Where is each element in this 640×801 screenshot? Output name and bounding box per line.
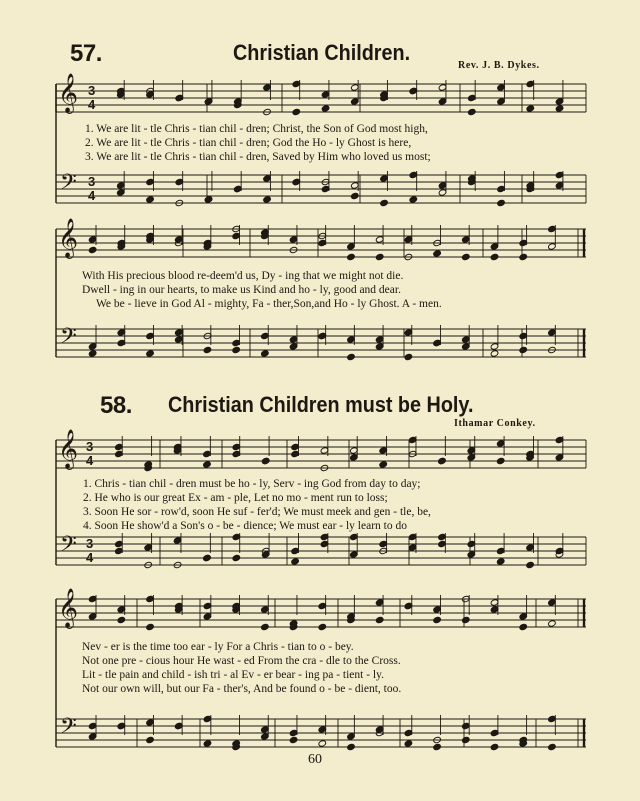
note-head (174, 239, 183, 246)
lyric-line: 3. Soon He sor - row'd, soon He suf - fer'd; We must meek and gen - tle, be, (83, 506, 431, 518)
note-head (347, 353, 356, 360)
lyric-line: Nev - er is the time too ear - ly For a Chris - tian to o - bey. (82, 641, 354, 653)
note-head (232, 740, 241, 747)
note-head (146, 595, 155, 602)
note-head (497, 199, 506, 206)
note-head (379, 447, 388, 454)
note-head (175, 94, 184, 101)
note-head (203, 613, 212, 620)
note-head (468, 94, 477, 101)
note-head (380, 91, 389, 98)
note-head (555, 547, 564, 554)
time-signature: 3 4 (86, 439, 94, 468)
note-head (203, 715, 212, 722)
note-head (347, 733, 356, 740)
note-head (289, 246, 298, 253)
note-head (404, 740, 413, 747)
note-head (117, 189, 126, 196)
note-head (291, 450, 300, 457)
note-head (146, 91, 155, 98)
note-head (526, 561, 535, 568)
note-head (433, 616, 442, 623)
note-head (526, 105, 535, 112)
note-head (380, 94, 389, 101)
note-head (289, 236, 298, 243)
note-head (404, 236, 413, 243)
note-head (462, 253, 471, 260)
note-head (438, 457, 447, 464)
note-head (144, 561, 153, 568)
note-head (115, 540, 124, 547)
note-head (347, 253, 356, 260)
bass-clef-icon: 𝄢 (60, 170, 77, 200)
note-head (117, 329, 126, 336)
note-head (292, 108, 301, 115)
note-head (320, 533, 329, 540)
note-head (174, 722, 183, 729)
note-head (203, 332, 212, 339)
note-head (404, 329, 413, 336)
note-head (519, 332, 528, 339)
note-head (115, 547, 124, 554)
note-head (409, 196, 418, 203)
note-head (261, 457, 270, 464)
note-head (263, 108, 272, 115)
note-head (467, 454, 476, 461)
treble-clef-icon: 𝄞 (58, 429, 79, 469)
note-head (146, 236, 155, 243)
note-head (404, 729, 413, 736)
lyric-line: With His precious blood re-deem'd us, Dy - ing that we might not die. (82, 270, 404, 282)
note-head (291, 558, 300, 565)
note-head (144, 544, 153, 551)
note-head (175, 94, 184, 101)
treble-clef-icon: 𝄞 (58, 218, 79, 258)
note-head (555, 98, 564, 105)
note-head (351, 192, 360, 199)
lyric-line: 3. We are lit - tle Chris - tian chil - dren, Saved by Him who loved us most; (85, 151, 431, 163)
page-number: 60 (308, 752, 322, 767)
note-head (88, 246, 97, 253)
note-head (88, 343, 97, 350)
note-head (409, 171, 418, 178)
note-head (146, 350, 155, 357)
note-head (291, 547, 300, 554)
note-head (438, 540, 447, 547)
note-head (408, 436, 417, 443)
note-head (146, 178, 155, 185)
note-head (261, 332, 270, 339)
note-head (234, 185, 243, 192)
bass-clef-icon: 𝄢 (60, 324, 77, 354)
hymn-number: 57. (70, 40, 102, 67)
note-head (555, 171, 564, 178)
note-head (490, 343, 499, 350)
note-head (88, 613, 97, 620)
lyric-line: We be - lieve in God Al - mighty, Fa - ther,Son,and Ho - ly Ghost. A - men. (96, 298, 442, 310)
note-head (408, 450, 417, 457)
note-head (433, 250, 442, 257)
note-head (173, 537, 182, 544)
note-head (526, 182, 535, 189)
note-head (232, 346, 241, 353)
note-head (555, 454, 564, 461)
note-head (203, 243, 212, 250)
note-head (292, 80, 301, 87)
note-head (203, 461, 212, 468)
note-head (438, 182, 447, 189)
note-head (519, 239, 528, 246)
note-head (519, 346, 528, 353)
note-head (117, 606, 126, 613)
note-head (117, 87, 126, 94)
note-head (350, 551, 359, 558)
note-head (175, 199, 184, 206)
note-head (232, 606, 241, 613)
note-head (146, 736, 155, 743)
note-head (350, 447, 359, 454)
note-head (438, 98, 447, 105)
note-head (261, 606, 270, 613)
note-head (318, 602, 327, 609)
note-head (409, 87, 418, 94)
time-signature: 3 4 (86, 536, 94, 565)
note-head (433, 736, 442, 743)
note-head (350, 454, 359, 461)
note-head (232, 232, 241, 239)
note-head (496, 547, 505, 554)
note-head (174, 722, 183, 729)
note-head (146, 196, 155, 203)
note-head (462, 336, 471, 343)
note-head (462, 736, 471, 743)
lyric-line: 2. We are lit - tle Chris - tian chil - dren; God the Ho - ly Ghost is here, (85, 137, 412, 149)
note-head (379, 547, 388, 554)
note-head (204, 196, 213, 203)
note-head (347, 336, 356, 343)
note-head (117, 239, 126, 246)
note-head (555, 182, 564, 189)
composer-credit: Rev. J. B. Dykes. (458, 60, 540, 71)
note-head (115, 443, 124, 450)
note-head (88, 722, 97, 729)
note-head (203, 554, 212, 561)
note-head (263, 196, 272, 203)
bass-clef-icon: 𝄢 (60, 532, 77, 562)
note-head (117, 616, 126, 623)
note-head (404, 602, 413, 609)
note-head (375, 336, 384, 343)
note-head (519, 613, 528, 620)
note-head (146, 719, 155, 726)
note-head (375, 726, 384, 733)
note-head (146, 87, 155, 94)
note-head (351, 84, 360, 91)
bass-clef-icon: 𝄢 (60, 714, 77, 744)
note-head (490, 599, 499, 606)
note-head (490, 243, 499, 250)
note-head (117, 91, 126, 98)
note-head (173, 447, 182, 454)
note-head (519, 736, 528, 743)
note-head (203, 554, 212, 561)
note-head (497, 84, 506, 91)
note-head (408, 533, 417, 540)
note-head (350, 533, 359, 540)
note-head (234, 98, 243, 105)
note-head (144, 464, 153, 471)
note-head (375, 616, 384, 623)
note-head (526, 544, 535, 551)
note-head (462, 616, 471, 623)
note-head (467, 540, 476, 547)
note-head (261, 457, 270, 464)
lyric-line: 1. We are lit - tle Chris - tian chil - dren; Christ, the Son of God most high, (85, 123, 428, 135)
lyric-line: 1. Chris - tian chil - dren must be ho - ly, Serv - ing God from day to day; (83, 478, 421, 490)
note-head (490, 253, 499, 260)
note-head (318, 740, 327, 747)
note-head (380, 199, 389, 206)
note-head (351, 182, 360, 189)
note-head (379, 461, 388, 468)
lyric-line: Dwell - ing in our hearts, to make us Kind and ho - ly, good and dear. (82, 284, 401, 296)
note-head (291, 443, 300, 450)
note-head (548, 743, 557, 750)
note-head (490, 729, 499, 736)
note-head (117, 243, 126, 250)
note-head (433, 339, 442, 346)
note-head (318, 726, 327, 733)
note-head (117, 339, 126, 346)
note-head (375, 253, 384, 260)
note-head (555, 551, 564, 558)
note-head (174, 606, 183, 613)
note-head (203, 450, 212, 457)
note-head (433, 743, 442, 750)
note-head (174, 329, 183, 336)
note-head (88, 595, 97, 602)
note-head (555, 105, 564, 112)
note-head (173, 561, 182, 568)
note-head (438, 457, 447, 464)
note-head (490, 350, 499, 357)
note-head (232, 225, 241, 232)
note-head (146, 232, 155, 239)
hymn-title: Christian Children must be Holy. (168, 392, 474, 417)
note-head (379, 540, 388, 547)
note-head (261, 551, 270, 558)
note-head (408, 544, 417, 551)
note-head (117, 182, 126, 189)
note-head (88, 236, 97, 243)
lyric-line: 4. Soon He show'd a Son's o - be - dience; We must ear - ly learn to do (83, 520, 407, 532)
note-head (203, 602, 212, 609)
note-head (203, 239, 212, 246)
note-head (438, 84, 447, 91)
note-head (261, 623, 270, 630)
note-head (234, 101, 243, 108)
note-head (261, 232, 270, 239)
note-head (468, 108, 477, 115)
note-head (320, 540, 329, 547)
note-head (497, 98, 506, 105)
note-head (232, 450, 241, 457)
note-head (548, 225, 557, 232)
note-head (347, 616, 356, 623)
note-head (261, 726, 270, 733)
note-head (203, 346, 212, 353)
note-head (321, 105, 330, 112)
note-head (490, 743, 499, 750)
note-head (232, 743, 241, 750)
note-head (375, 729, 384, 736)
note-head (438, 189, 447, 196)
note-head (462, 236, 471, 243)
lyric-line: Not our own will, but our Fa - ther's, And be found o - be - dient, too. (82, 683, 402, 695)
lyric-line: Lit - tle pain and child - ish tri - al Ev - er bear - ing pa - tient - ly. (82, 669, 384, 681)
note-head (88, 350, 97, 357)
note-head (496, 558, 505, 565)
note-head (289, 623, 298, 630)
note-head (321, 91, 330, 98)
note-head (555, 436, 564, 443)
note-head (232, 554, 241, 561)
note-head (375, 599, 384, 606)
note-head (404, 602, 413, 609)
time-signature: 3 4 (88, 83, 96, 112)
note-head (289, 736, 298, 743)
note-head (347, 613, 356, 620)
note-head (433, 606, 442, 613)
note-head (232, 533, 241, 540)
note-head (433, 239, 442, 246)
note-head (526, 185, 535, 192)
note-head (526, 450, 535, 457)
note-head (289, 620, 298, 627)
note-head (146, 623, 155, 630)
note-head (321, 185, 330, 192)
note-head (204, 196, 213, 203)
note-head (292, 178, 301, 185)
note-head (548, 346, 557, 353)
note-head (234, 185, 243, 192)
note-head (320, 447, 329, 454)
note-head (232, 339, 241, 346)
note-head (375, 236, 384, 243)
note-head (263, 84, 272, 91)
hymn-title: Christian Children. (233, 40, 411, 65)
note-head (173, 443, 182, 450)
note-head (404, 253, 413, 260)
note-head (519, 253, 528, 260)
note-head (496, 440, 505, 447)
note-head (548, 715, 557, 722)
note-head (351, 98, 360, 105)
treble-clef-icon: 𝄞 (58, 588, 79, 628)
note-head (318, 623, 327, 630)
note-head (318, 232, 327, 239)
hymn-number: 58. (100, 392, 132, 419)
time-signature: 3 4 (88, 174, 96, 203)
note-head (548, 243, 557, 250)
note-head (232, 602, 241, 609)
note-head (203, 740, 212, 747)
note-head (433, 339, 442, 346)
note-head (263, 175, 272, 182)
note-head (467, 447, 476, 454)
note-head (289, 729, 298, 736)
note-head (462, 722, 471, 729)
note-head (261, 229, 270, 236)
note-head (204, 98, 213, 105)
note-head (497, 185, 506, 192)
note-head (204, 98, 213, 105)
note-head (289, 343, 298, 350)
composer-credit: Ithamar Conkey. (454, 418, 536, 429)
note-head (526, 454, 535, 461)
note-head (548, 329, 557, 336)
note-head (321, 178, 330, 185)
note-head (526, 80, 535, 87)
note-head (548, 620, 557, 627)
note-head (289, 336, 298, 343)
note-head (144, 461, 153, 468)
note-head (318, 239, 327, 246)
note-head (320, 464, 329, 471)
note-head (174, 336, 183, 343)
note-head (232, 443, 241, 450)
note-head (380, 175, 389, 182)
note-head (548, 599, 557, 606)
note-head (261, 733, 270, 740)
note-head (146, 332, 155, 339)
note-head (462, 343, 471, 350)
note-head (292, 178, 301, 185)
note-head (117, 722, 126, 729)
lyric-line: 2. He who is our great Ex - am - ple, Let no mo - ment run to loss; (83, 492, 388, 504)
note-head (261, 350, 270, 357)
note-head (462, 595, 471, 602)
note-head (318, 332, 327, 339)
note-head (347, 743, 356, 750)
note-head (88, 733, 97, 740)
note-head (409, 87, 418, 94)
note-head (519, 740, 528, 747)
note-head (519, 623, 528, 630)
note-head (174, 236, 183, 243)
note-head (117, 722, 126, 729)
note-head (261, 547, 270, 554)
note-head (467, 551, 476, 558)
lyric-line: Not one pre - cious hour He wast - ed From the cra - dle to the Cross. (82, 655, 401, 667)
note-head (318, 332, 327, 339)
note-head (347, 243, 356, 250)
note-head (490, 606, 499, 613)
note-head (174, 602, 183, 609)
treble-clef-icon: 𝄞 (58, 73, 79, 113)
note-head (438, 533, 447, 540)
note-head (175, 178, 184, 185)
note-head (404, 353, 413, 360)
note-head (375, 343, 384, 350)
note-head (496, 457, 505, 464)
note-head (468, 175, 477, 182)
note-head (115, 450, 124, 457)
note-head (468, 178, 477, 185)
